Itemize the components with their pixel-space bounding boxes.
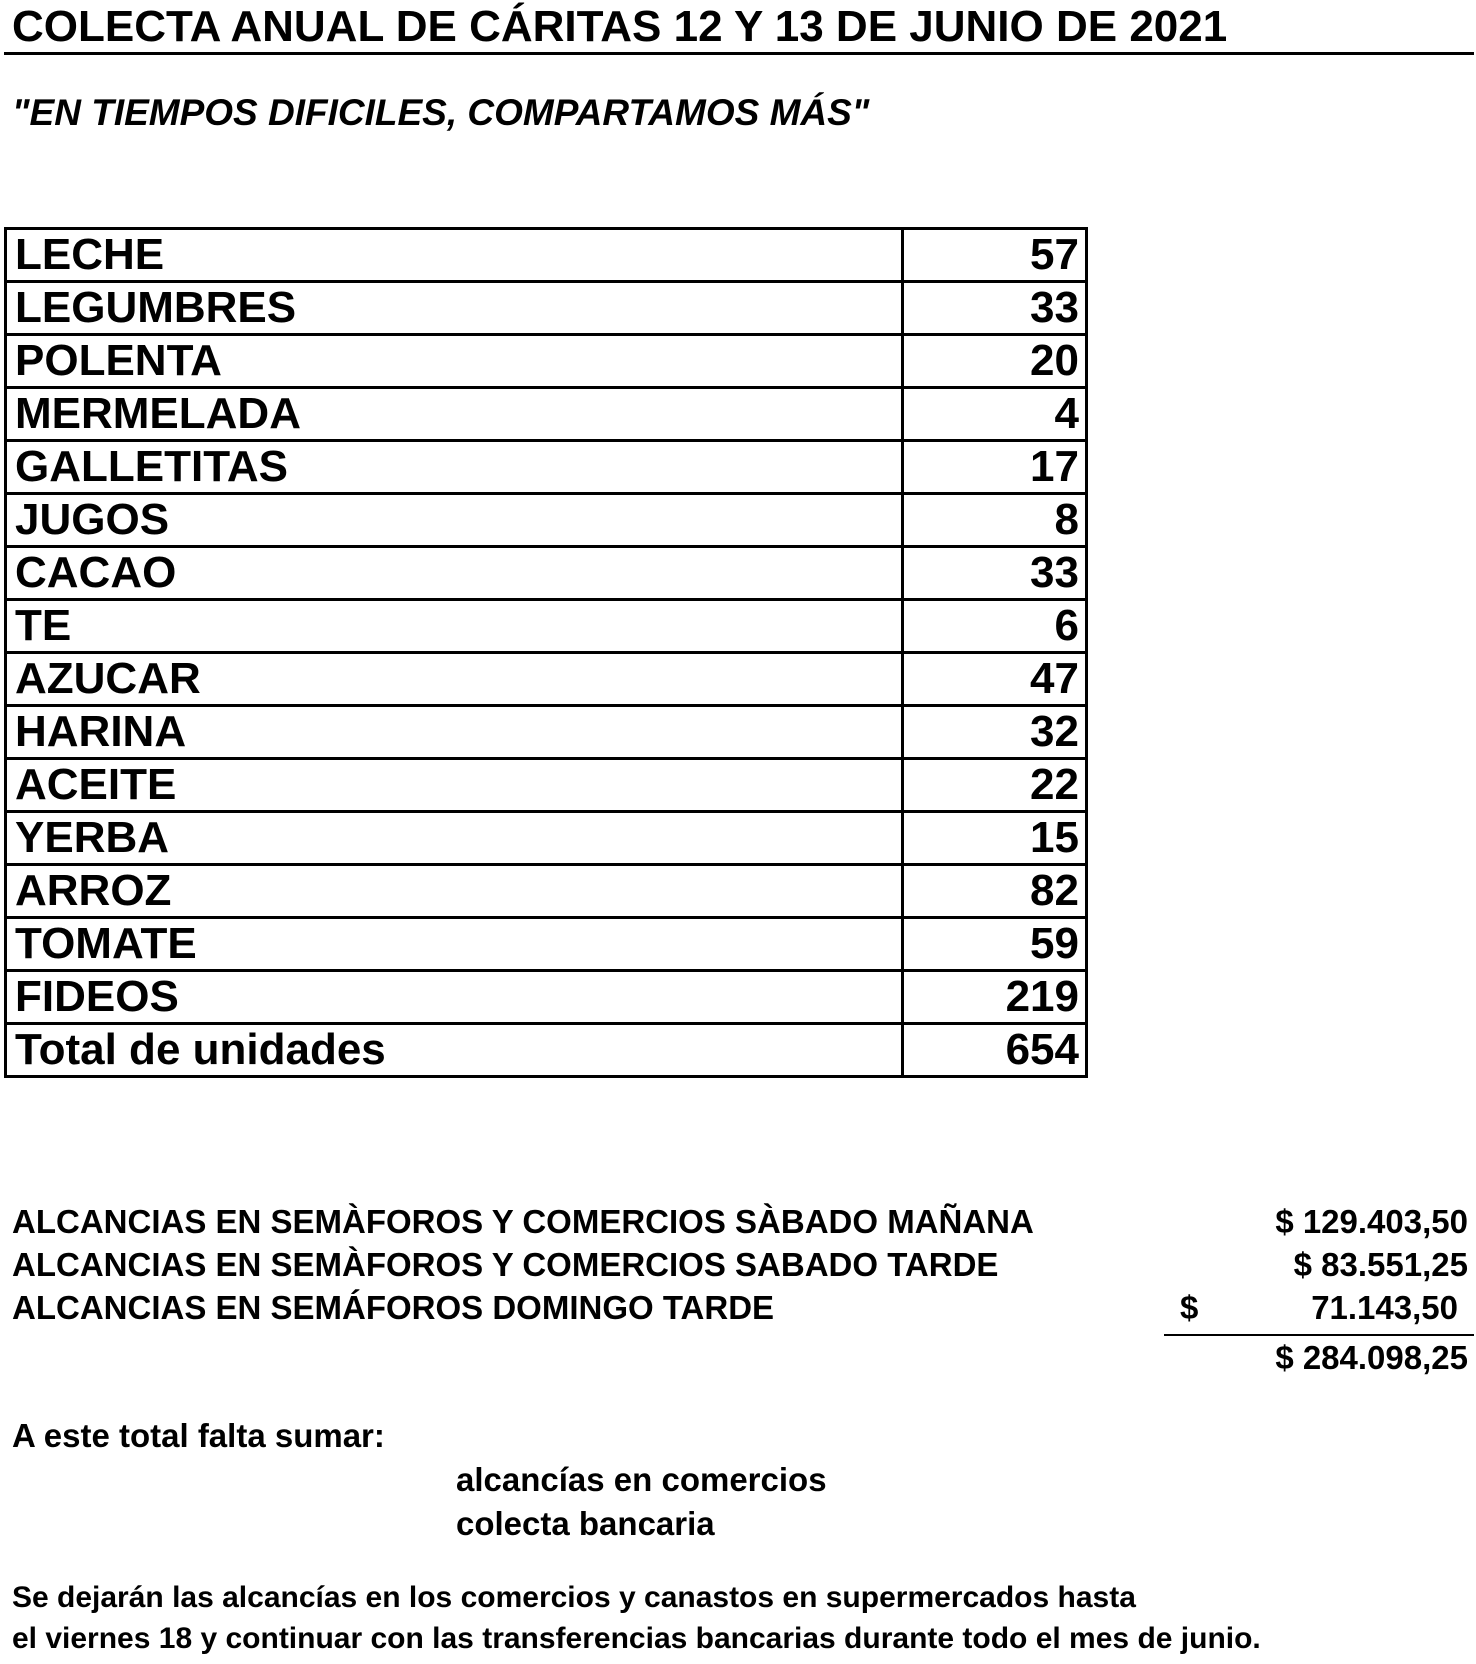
item-quantity: 17 <box>903 441 1087 494</box>
table-row <box>6 547 1087 600</box>
table-row <box>6 441 1087 494</box>
item-quantity: 59 <box>903 918 1087 971</box>
total-row <box>6 1024 1087 1077</box>
item-quantity: 22 <box>903 759 1087 812</box>
alcancia-row <box>12 1200 1468 1244</box>
donations-table <box>4 227 1088 1078</box>
table-row <box>6 865 1087 918</box>
total-units-value: 654 <box>903 1024 1087 1077</box>
table-row <box>6 971 1087 1024</box>
item-name: ARROZ <box>6 865 903 918</box>
item-name: JUGOS <box>6 494 903 547</box>
table-row <box>6 494 1087 547</box>
item-name: TOMATE <box>6 918 903 971</box>
item-quantity: 4 <box>903 388 1087 441</box>
item-quantity: 32 <box>903 706 1087 759</box>
table-row <box>6 388 1087 441</box>
item-quantity: 33 <box>903 547 1087 600</box>
pending-item: colecta bancaria <box>456 1505 715 1542</box>
item-name: AZUCAR <box>6 653 903 706</box>
alcancia-row <box>12 1243 1468 1287</box>
item-name: LEGUMBRES <box>6 282 903 335</box>
item-name: LECHE <box>6 229 903 282</box>
item-name: FIDEOS <box>6 971 903 1024</box>
table-row <box>6 229 1087 282</box>
footer-note-line: Se dejarán las alcancías en los comercios y canastos en supermercados hasta <box>12 1581 1136 1614</box>
item-name: ACEITE <box>6 759 903 812</box>
item-quantity: 6 <box>903 600 1087 653</box>
item-quantity: 219 <box>903 971 1087 1024</box>
alcancia-label: ALCANCIAS EN SEMÁFOROS DOMINGO TARDE <box>12 1289 775 1326</box>
table-row <box>6 653 1087 706</box>
alcancia-amount: $ 83.551,25 <box>1293 1246 1468 1283</box>
item-name: YERBA <box>6 812 903 865</box>
item-name: CACAO <box>6 547 903 600</box>
pending-heading: A este total falta sumar: <box>12 1417 385 1454</box>
table-row <box>6 918 1087 971</box>
item-quantity: 57 <box>903 229 1087 282</box>
table-row <box>6 282 1087 335</box>
table-row <box>6 812 1087 865</box>
item-name: GALLETITAS <box>6 441 903 494</box>
alcancias-total: $ 284.098,25 <box>1275 1339 1468 1376</box>
title-underline <box>4 52 1474 55</box>
table-row <box>6 335 1087 388</box>
table-row <box>6 759 1087 812</box>
document-subtitle: "EN TIEMPOS DIFICILES, COMPARTAMOS MÁS" <box>12 92 870 133</box>
alcancia-row <box>12 1286 1468 1330</box>
pending-item: alcancías en comercios <box>456 1461 827 1498</box>
item-name: HARINA <box>6 706 903 759</box>
item-quantity: 47 <box>903 653 1087 706</box>
document-title: COLECTA ANUAL DE CÁRITAS 12 Y 13 DE JUNIO DE 2021 <box>12 2 1228 51</box>
item-quantity: 33 <box>903 282 1087 335</box>
item-quantity: 8 <box>903 494 1087 547</box>
alcancia-label: ALCANCIAS EN SEMÀFOROS Y COMERCIOS SABADO TARDE <box>12 1246 999 1283</box>
currency-symbol: $ <box>1180 1289 1199 1326</box>
alcancia-amount: 71.143,50 <box>1311 1289 1458 1326</box>
footer-note-line: el viernes 18 y continuar con las transferencias bancarias durante todo el mes de junio. <box>12 1622 1261 1655</box>
alcancia-amount: $ 129.403,50 <box>1275 1203 1468 1240</box>
alcancia-label: ALCANCIAS EN SEMÀFOROS Y COMERCIOS SÀBADO MAÑANA <box>12 1203 1034 1240</box>
item-quantity: 20 <box>903 335 1087 388</box>
table-row <box>6 706 1087 759</box>
item-quantity: 15 <box>903 812 1087 865</box>
item-name: MERMELADA <box>6 388 903 441</box>
item-name: POLENTA <box>6 335 903 388</box>
item-quantity: 82 <box>903 865 1087 918</box>
item-name: TE <box>6 600 903 653</box>
table-row <box>6 600 1087 653</box>
total-units-label: Total de unidades <box>6 1024 903 1077</box>
